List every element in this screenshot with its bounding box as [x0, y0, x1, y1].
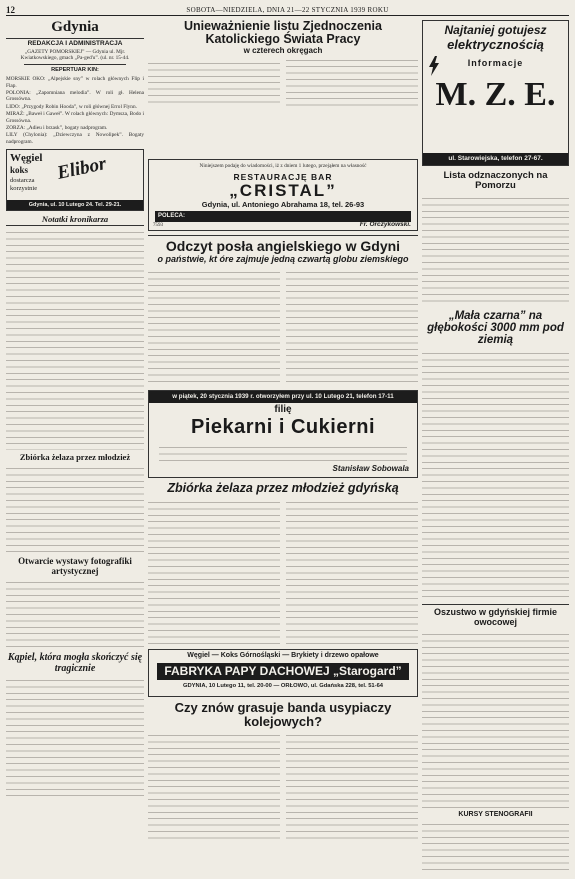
repertuar-item: ZORZA: „Adieu i brzask”, bogaty nadprogram.: [6, 125, 108, 132]
zbiorka-mid-title: Zbiórka żelaza przez młodzież gdyńską: [167, 480, 399, 495]
notatki-body: [6, 228, 144, 450]
cristal-ad: [148, 159, 418, 231]
repertuar-item: LILY (Chylonia): „Dziewczyna z Nowolipek”. Bogaty nadprogram.: [6, 132, 144, 145]
unia-subtitle: w czterech okręgach: [243, 46, 323, 56]
ad-koks: koks: [10, 165, 29, 176]
repertuar-list: [6, 76, 144, 145]
repertuar-item: LIDO: „Przygody Robin Hooda”, w roli głównej Errol Flynn.: [6, 103, 137, 110]
cristal-num: 7593: [153, 222, 163, 228]
cristal-name: „CRISTAL”: [229, 180, 337, 200]
notatki-title: Notatki kronikarza: [41, 214, 109, 225]
zbiorka-mid-body: [148, 498, 418, 646]
unia-title: Unieważnienie listu Zjednoczenia Katolickiego Świata Pracy: [184, 20, 382, 47]
kapiel-title: Kąpiel, która mogła skończyć się tragicznie: [7, 652, 143, 674]
miala-body: [422, 349, 569, 601]
mze-logo: M. Z. E.: [435, 76, 556, 113]
ad-wegiel: Węgiel: [10, 152, 43, 165]
repertuar-title: REPERTUAR KIN:: [51, 67, 99, 74]
right-column: [422, 20, 569, 875]
ad-korzystnie: korzystnie: [10, 185, 38, 193]
masthead: [6, 4, 569, 16]
ad-brand: Elibor: [55, 153, 109, 185]
odczyt-subtitle: o państwie, kt óre zajmuje jedną czwartą globu ziemskiego: [157, 254, 409, 265]
odczyt-body: [148, 268, 418, 386]
cristal-offer-box: [155, 211, 411, 222]
oszustwo-title: Oszustwo w gdyńskiej firmie owocowej: [433, 607, 558, 627]
unia-body: [148, 59, 418, 155]
lista-body: [422, 194, 569, 306]
mze-address: ul. Starowiejska, telefon 27-67.: [423, 153, 568, 165]
fabryka-address: GDYNIA, 10 Lutego 11, tel. 20-00 — ORŁOWO, ul. Gdańska 228, tel. 51-64: [182, 682, 384, 689]
piekarnia-sign: Stanisław Sobowala: [332, 464, 409, 474]
ad-address: Gdynia, ul. 10 Lutego 24. Tel. 29-21.: [7, 200, 143, 210]
piekarnia-name: Piekarni i Cukierni: [190, 415, 375, 438]
mze-informacje: Informacje: [467, 58, 524, 68]
gdynia-heading: Gdynia: [51, 20, 99, 35]
mze-ad: [422, 20, 569, 166]
newspaper-page: [6, 4, 569, 875]
event-bar: [149, 391, 417, 403]
kursy-title: KURSY STENOGRAFII: [458, 811, 533, 818]
elibor-ad: [6, 149, 144, 211]
event-date: w piątek, 20 stycznia 1939 r. otworzyłem przy ul. 10 Lutego 21, telefon 17-11: [172, 392, 394, 400]
piekarnia-text: [159, 443, 407, 465]
banda-body: [148, 731, 418, 841]
ad-dostawca: dostarcza: [10, 177, 35, 185]
redakcja-title: REDAKCJA I ADMINISTRACJA: [27, 39, 123, 47]
fabryka-ad: [148, 649, 418, 697]
wegiel-banner: Węgiel — Koks Górnośląski — Brykiety i drzewo opałowe: [187, 651, 379, 659]
mze-najtaniej: Najtaniej gotujesz: [444, 23, 547, 37]
fabryka-name: FABRYKA PAPY DACHOWEJ „Starogard”: [157, 663, 409, 680]
odczyt-title: Odczyt posła angielskiego w Gdyni: [165, 237, 401, 254]
repertuar-item: MORSKIE OKO: „Alpejskie sny” w rolach głównych Flip i Flap.: [6, 76, 144, 89]
mze-elektr: elektrycznością: [447, 37, 544, 52]
zbiorka-left-title: Zbiórka żelaza przez młodzież: [19, 452, 131, 463]
banda-title: Czy znów grasuje banda usypiaczy kolejowych?: [174, 699, 392, 729]
cristal-restauracja: RESTAURACJĘ BAR: [233, 171, 333, 182]
oszustwo-body: [422, 630, 569, 808]
cristal-lead: Niniejszem podaję do wiadomości, iż z dniem 1 lutego, przejąłem na własność: [199, 162, 367, 169]
middle-column: [148, 20, 418, 875]
kapiel-body: [6, 676, 144, 796]
cristal-poleca: POLECA:: [158, 212, 185, 219]
event-filie: filię: [274, 403, 292, 415]
lista-title: Lista odznaczonych na Pomorzu: [443, 170, 548, 191]
dateline: SOBOTA—NIEDZIELA, DNIA 21—22 STYCZNIA 1939 ROKU: [186, 6, 389, 14]
miala-title: „Mała czarna” na głębokości 3000 mm pod ziemią: [427, 309, 564, 347]
left-column: [6, 20, 144, 875]
page-number: 12: [6, 5, 15, 15]
wystawa-body: [6, 578, 144, 650]
repertuar-item: POLONIA: „Zapomniana melodia”. W roli gł. Helena Grossówna.: [6, 90, 144, 103]
zbiorka-left-body: [6, 464, 144, 554]
wystawa-title: Otwarcie wystawy fotografiki artystycznej: [18, 556, 132, 576]
repertuar-item: MIRAŻ: „Baweł i Gaweł”. W rolach głównych: Dymsza, Bodo i Grossówna.: [6, 111, 144, 124]
piekarnia-ad: [148, 390, 418, 478]
cristal-address: Gdynia, ul. Antoniego Abrahama 18, tel. 26-93: [201, 199, 365, 209]
cristal-sign: Fr. Orczykowski.: [359, 220, 411, 228]
kursy-body: [422, 820, 569, 875]
redakcja-text: „GAZETY POMORSKIEJ” — Gdynia ul. Mjr. Kwiatkowskiego, gmach „Pa-ged'u”. (ul. nr. 15-44.: [20, 48, 130, 61]
